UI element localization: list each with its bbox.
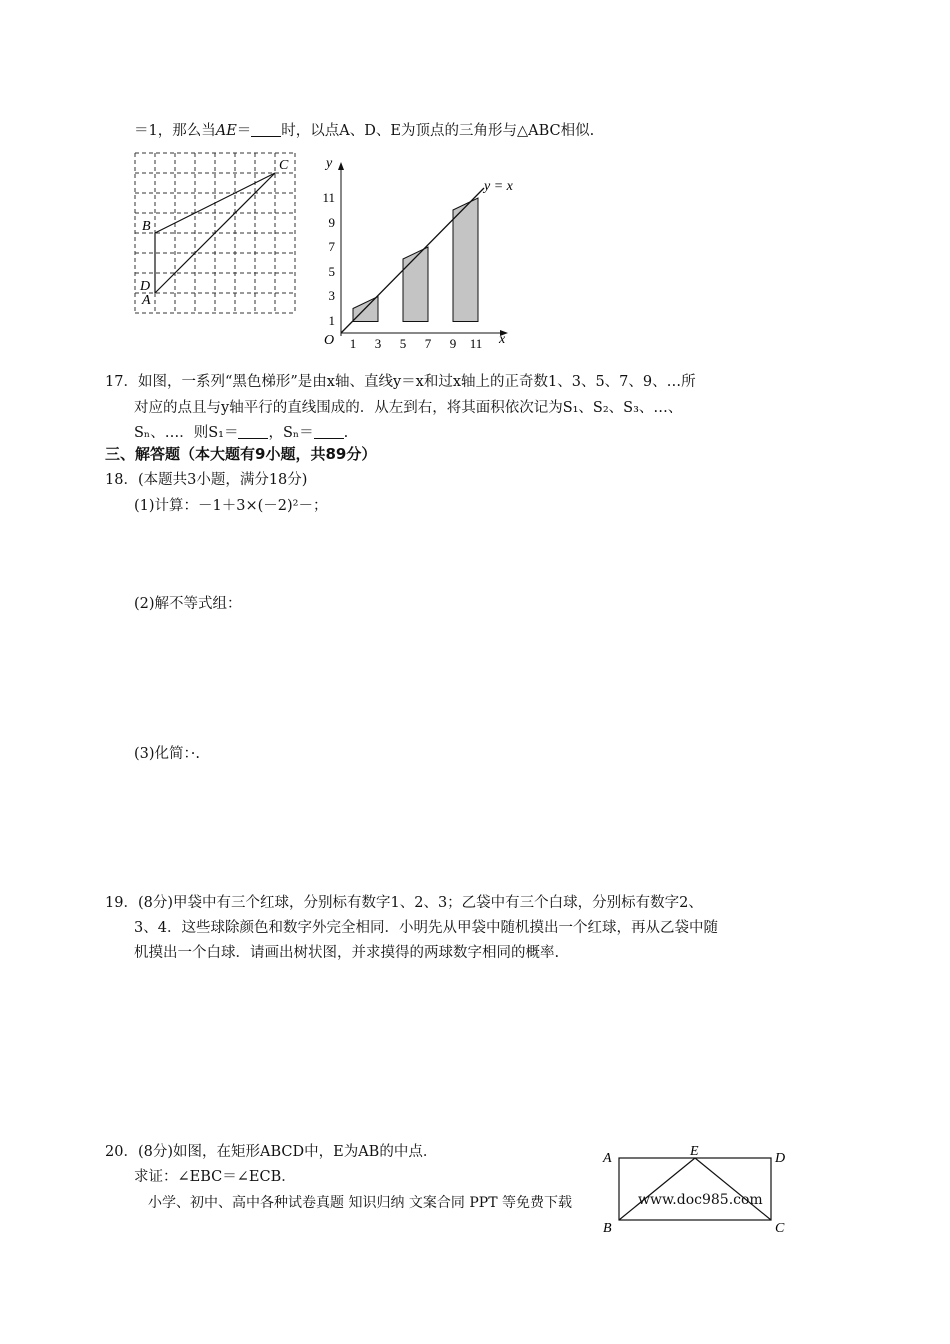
x-tick-9: 9 <box>449 336 457 350</box>
section3-title: 三、解答题（本大题有9小题，共89分） <box>105 445 377 463</box>
x-tick-11: 11 <box>469 336 483 350</box>
y-tick-11: 11 <box>322 190 335 205</box>
line-label: y = x <box>484 179 513 194</box>
grid-figure <box>128 148 303 320</box>
q20-line1: 20．(8分)如图，在矩形ABCD中，E为AB的中点． <box>105 1144 438 1160</box>
q16-eq: ＝ <box>236 123 252 139</box>
q16-answer-blank[interactable] <box>251 122 281 137</box>
x-tick-3: 3 <box>374 336 382 350</box>
y-tick-9: 9 <box>328 215 335 230</box>
segment-ec <box>695 1158 771 1220</box>
q19-line2: 3、4．这些球除颜色和数字外完全相同．小明先从甲袋中随机摸出一个红球，再从乙袋中随 <box>134 920 718 936</box>
rect-label-b: B <box>603 1221 612 1235</box>
q19-line3: 机摸出一个白球．请画出树状图，并求摸得的两球数字相同的概率. <box>134 945 560 961</box>
rectangle-figure <box>600 1140 795 1235</box>
label-c: C <box>279 158 289 173</box>
x-tick-7: 7 <box>424 336 432 350</box>
x-tick-5: 5 <box>399 336 407 350</box>
q17-line1: 17．如图，一系列“黑色梯形”是由x轴、直线y＝x和过x轴上的正奇数1、3、5、7、9、…所 <box>105 374 696 390</box>
q18-part2: (2)解不等式组： <box>134 596 242 612</box>
q16-var-ae: AE <box>215 123 237 139</box>
rect-label-d: D <box>775 1151 786 1166</box>
y-axis-label: y <box>326 156 333 171</box>
origin-label: O <box>324 333 335 348</box>
q17-line3-b: ，Sₙ＝ <box>268 425 314 441</box>
y-tick-5: 5 <box>328 264 335 279</box>
q16-prefix: ＝1，那么当 <box>134 123 216 139</box>
q18-header: 18．(本题共3小题，满分18分) <box>105 472 308 488</box>
q17-answer-blank-1[interactable] <box>238 424 268 439</box>
rect-label-e: E <box>690 1144 699 1159</box>
q17-line3-a: Sₙ、…．则S₁＝ <box>134 425 239 441</box>
q17-line3 <box>134 421 348 442</box>
q18-part3: (3)化简：·. <box>134 746 201 762</box>
q17-line2: 对应的点且与y轴平行的直线围成的．从左到右，将其面积依次记为S₁、S₂、S₃、…、 <box>134 400 683 416</box>
segment-eb <box>619 1158 695 1220</box>
graph-figure <box>318 150 533 350</box>
q20-line2: 求证：∠EBC＝∠ECB． <box>134 1169 296 1185</box>
y-tick-labels <box>322 190 335 328</box>
rect-label-c: C <box>775 1221 785 1235</box>
y-tick-3: 3 <box>328 288 335 303</box>
rect-label-a: A <box>603 1151 612 1166</box>
footer-url[interactable]: www.doc985.com <box>638 1192 763 1208</box>
x-tick-1: 1 <box>349 336 357 350</box>
footer-text: 小学、初中、高中各种试卷真题 知识归纳 文案合同 PPT 等免费下载 <box>148 1195 572 1211</box>
label-d: D <box>140 279 151 294</box>
rectangle-abcd <box>619 1158 771 1220</box>
y-tick-7: 7 <box>328 239 335 254</box>
q18-part1: (1)计算：－1＋3×(－2)²－； <box>134 498 328 514</box>
label-b: B <box>142 219 151 234</box>
label-a: A <box>142 293 151 308</box>
shaded-trapezoids <box>353 198 478 322</box>
y-tick-1: 1 <box>328 313 335 328</box>
q16-suffix: 时，以点A、D、E为顶点的三角形与△ABC相似. <box>281 123 595 139</box>
x-tick-labels <box>350 336 483 350</box>
q16-tail <box>134 119 594 140</box>
x-axis-label: x <box>499 332 506 347</box>
q19-line1: 19．(8分)甲袋中有三个红球，分别标有数字1、2、3；乙袋中有三个白球，分别标有数字2、 <box>105 895 703 911</box>
q17-answer-blank-2[interactable] <box>314 424 344 439</box>
q17-line3-c: . <box>343 425 349 441</box>
y-axis-arrow <box>338 162 344 170</box>
